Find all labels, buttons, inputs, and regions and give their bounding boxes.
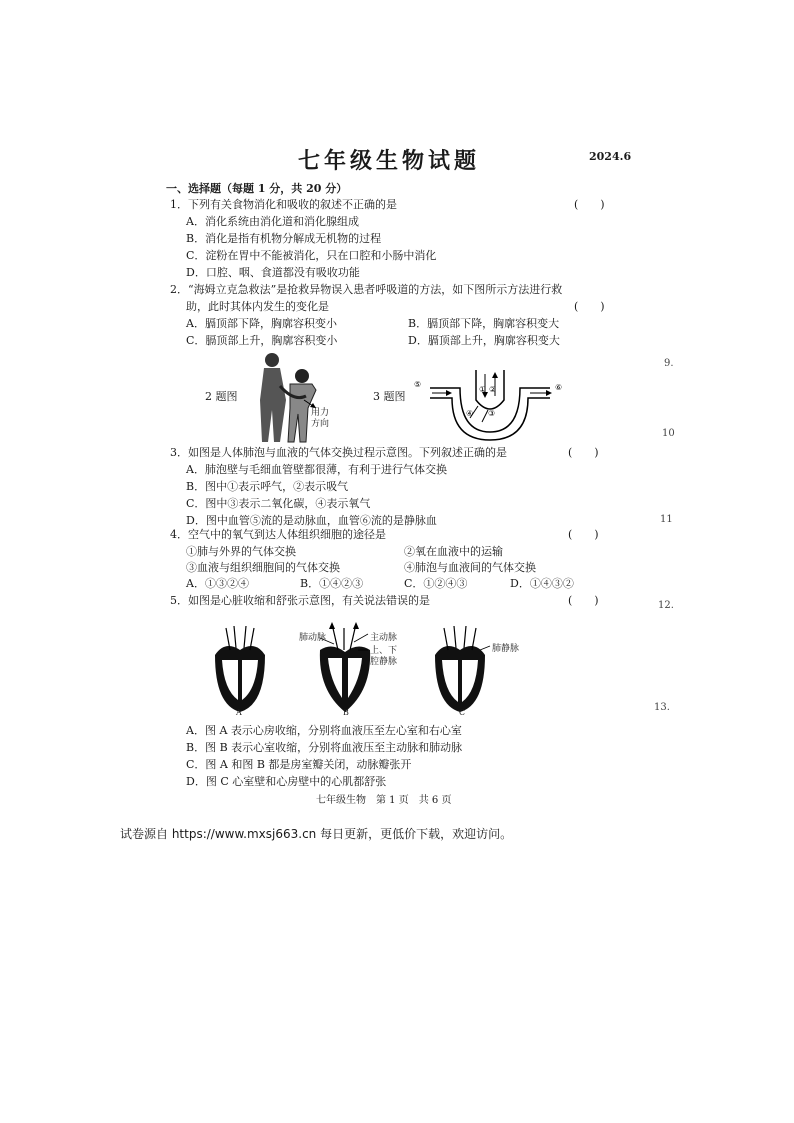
label-pulmonary-artery: 肺动脉 (299, 633, 327, 643)
q2-option-d: D．膈顶部上升，胸廓容积变大 (408, 334, 560, 347)
heimlich-illustration (250, 350, 340, 445)
margin-mark-11: 11 (660, 514, 673, 525)
label-vena-cava-1: 上、下 (370, 646, 398, 656)
margin-mark-13: 13. (654, 702, 670, 713)
rescuer-head (265, 353, 279, 367)
rescuer-body (260, 368, 286, 442)
label-heart-b: B (343, 708, 349, 717)
q2-option-b: B．膈顶部下降，胸廓容积变大 (408, 317, 560, 330)
fig3-mark-4: ④ (466, 409, 474, 418)
heart-a (215, 626, 265, 712)
section-heading: 一、选择题（每题 1 分，共 20 分） (166, 182, 348, 195)
margin-mark-12: 12. (658, 600, 674, 611)
label-heart-a: A (236, 708, 242, 717)
q5-option-d: D．图 C 心室壁和心房壁中的心肌都舒张 (186, 775, 387, 788)
label-pulmonary-vein: 肺静脉 (492, 644, 520, 654)
fig3-mark-5: ⑤ (414, 380, 422, 389)
q3-option-a: A．肺泡壁与毛细血管壁都很薄，有利于进行气体交换 (186, 463, 447, 476)
fig3-mark-3: ③ (488, 409, 496, 418)
margin-mark-10: 10 (662, 428, 675, 439)
q4-option-c: C．①②④③ (404, 577, 468, 590)
q5-option-b: B．图 B 表示心室收缩，分别将血液压至主动脉和肺动脉 (186, 741, 463, 754)
q3-option-d: D．图中血管⑤流的是动脉血，血管⑥流的是静脉血 (186, 514, 437, 527)
heart-b (320, 622, 370, 712)
force-label-1: 用力 (311, 408, 330, 418)
force-label-2: 方向 (311, 419, 330, 429)
fig3-mark-1: ① (479, 385, 487, 394)
q1-option-d: D．口腔、咽、食道都没有吸收功能 (186, 266, 360, 279)
q2-option-a: A．膈顶部下降，胸廓容积变小 (186, 317, 337, 330)
victim-head (295, 369, 309, 383)
q3-stem: 3．如图是人体肺泡与血液的气体交换过程示意图。下列叙述正确的是 (170, 446, 507, 459)
q3-answer-paren: ( ) (568, 446, 599, 459)
label-vena-cava-2: 腔静脉 (370, 657, 398, 667)
q5-answer-paren: ( ) (568, 594, 599, 607)
q1-option-c: C．淀粉在胃中不能被消化，只在口腔和小肠中消化 (186, 249, 437, 262)
label-aorta: 主动脉 (370, 633, 398, 643)
q2-stem-line2: 助，此时其体内发生的变化是 (186, 300, 329, 313)
q5-stem: 5．如图是心脏收缩和舒张示意图，有关说法错误的是 (170, 594, 430, 607)
heart-diagrams (200, 620, 510, 720)
q3-option-b: B．图中①表示呼气，②表示吸气 (186, 480, 349, 493)
capillary-inner (430, 398, 550, 440)
q5-option-a: A．图 A 表示心房收缩，分别将血液压至左心室和右心室 (186, 724, 462, 737)
q4-step-3: ③血液与组织细胞间的气体交换 (186, 561, 340, 574)
q1-stem: 1．下列有关食物消化和吸收的叙述不正确的是 (170, 198, 397, 211)
alveolus-diagram (410, 370, 570, 445)
label-heart-c: C (459, 708, 466, 717)
q1-option-b: B．消化是指有机物分解成无机物的过程 (186, 232, 382, 245)
fig3-mark-6: ⑥ (555, 383, 563, 392)
exam-date: 2024.6 (589, 150, 632, 163)
q4-step-1: ①肺与外界的气体交换 (186, 545, 296, 558)
q3-option-c: C．图中③表示二氧化碳，④表示氧气 (186, 497, 371, 510)
q4-option-a: A．①③②④ (186, 577, 249, 590)
q4-stem: 4．空气中的氧气到达人体组织细胞的途径是 (170, 528, 386, 541)
q1-option-a: A．消化系统由消化道和消化腺组成 (186, 215, 359, 228)
page-title: 七年级生物试题 (298, 148, 481, 174)
q4-step-2: ②氧在血液中的运输 (404, 545, 503, 558)
q4-option-d: D．①④③② (510, 577, 574, 590)
source-line: 试卷源自 https://www.mxsj663.cn 每日更新，更低价下载，欢迎访问。 (120, 827, 513, 841)
heart-c (435, 626, 490, 712)
q2-option-c: C．膈顶部上升，胸廓容积变小 (186, 334, 338, 347)
q4-step-4: ④肺泡与血液间的气体交换 (404, 561, 536, 574)
fig2-label: 2 题图 (205, 390, 238, 403)
q4-answer-paren: ( ) (568, 528, 599, 541)
q5-option-c: C．图 A 和图 B 都是房室瓣关闭，动脉瓣张开 (186, 758, 412, 771)
q1-answer-paren: ( ) (574, 198, 605, 211)
page-footer: 七年级生物 第 1 页 共 6 页 (316, 795, 452, 806)
q4-option-b: B．①④②③ (300, 577, 364, 590)
q2-stem-line1: 2．“海姆立克急救法”是抢救异物误入患者呼吸道的方法，如下图所示方法进行救 (170, 283, 563, 296)
fig3-label: 3 题图 (373, 390, 406, 403)
fig3-mark-2: ② (489, 385, 497, 394)
margin-mark-9: 9. (664, 358, 674, 369)
q2-answer-paren: ( ) (574, 300, 605, 313)
